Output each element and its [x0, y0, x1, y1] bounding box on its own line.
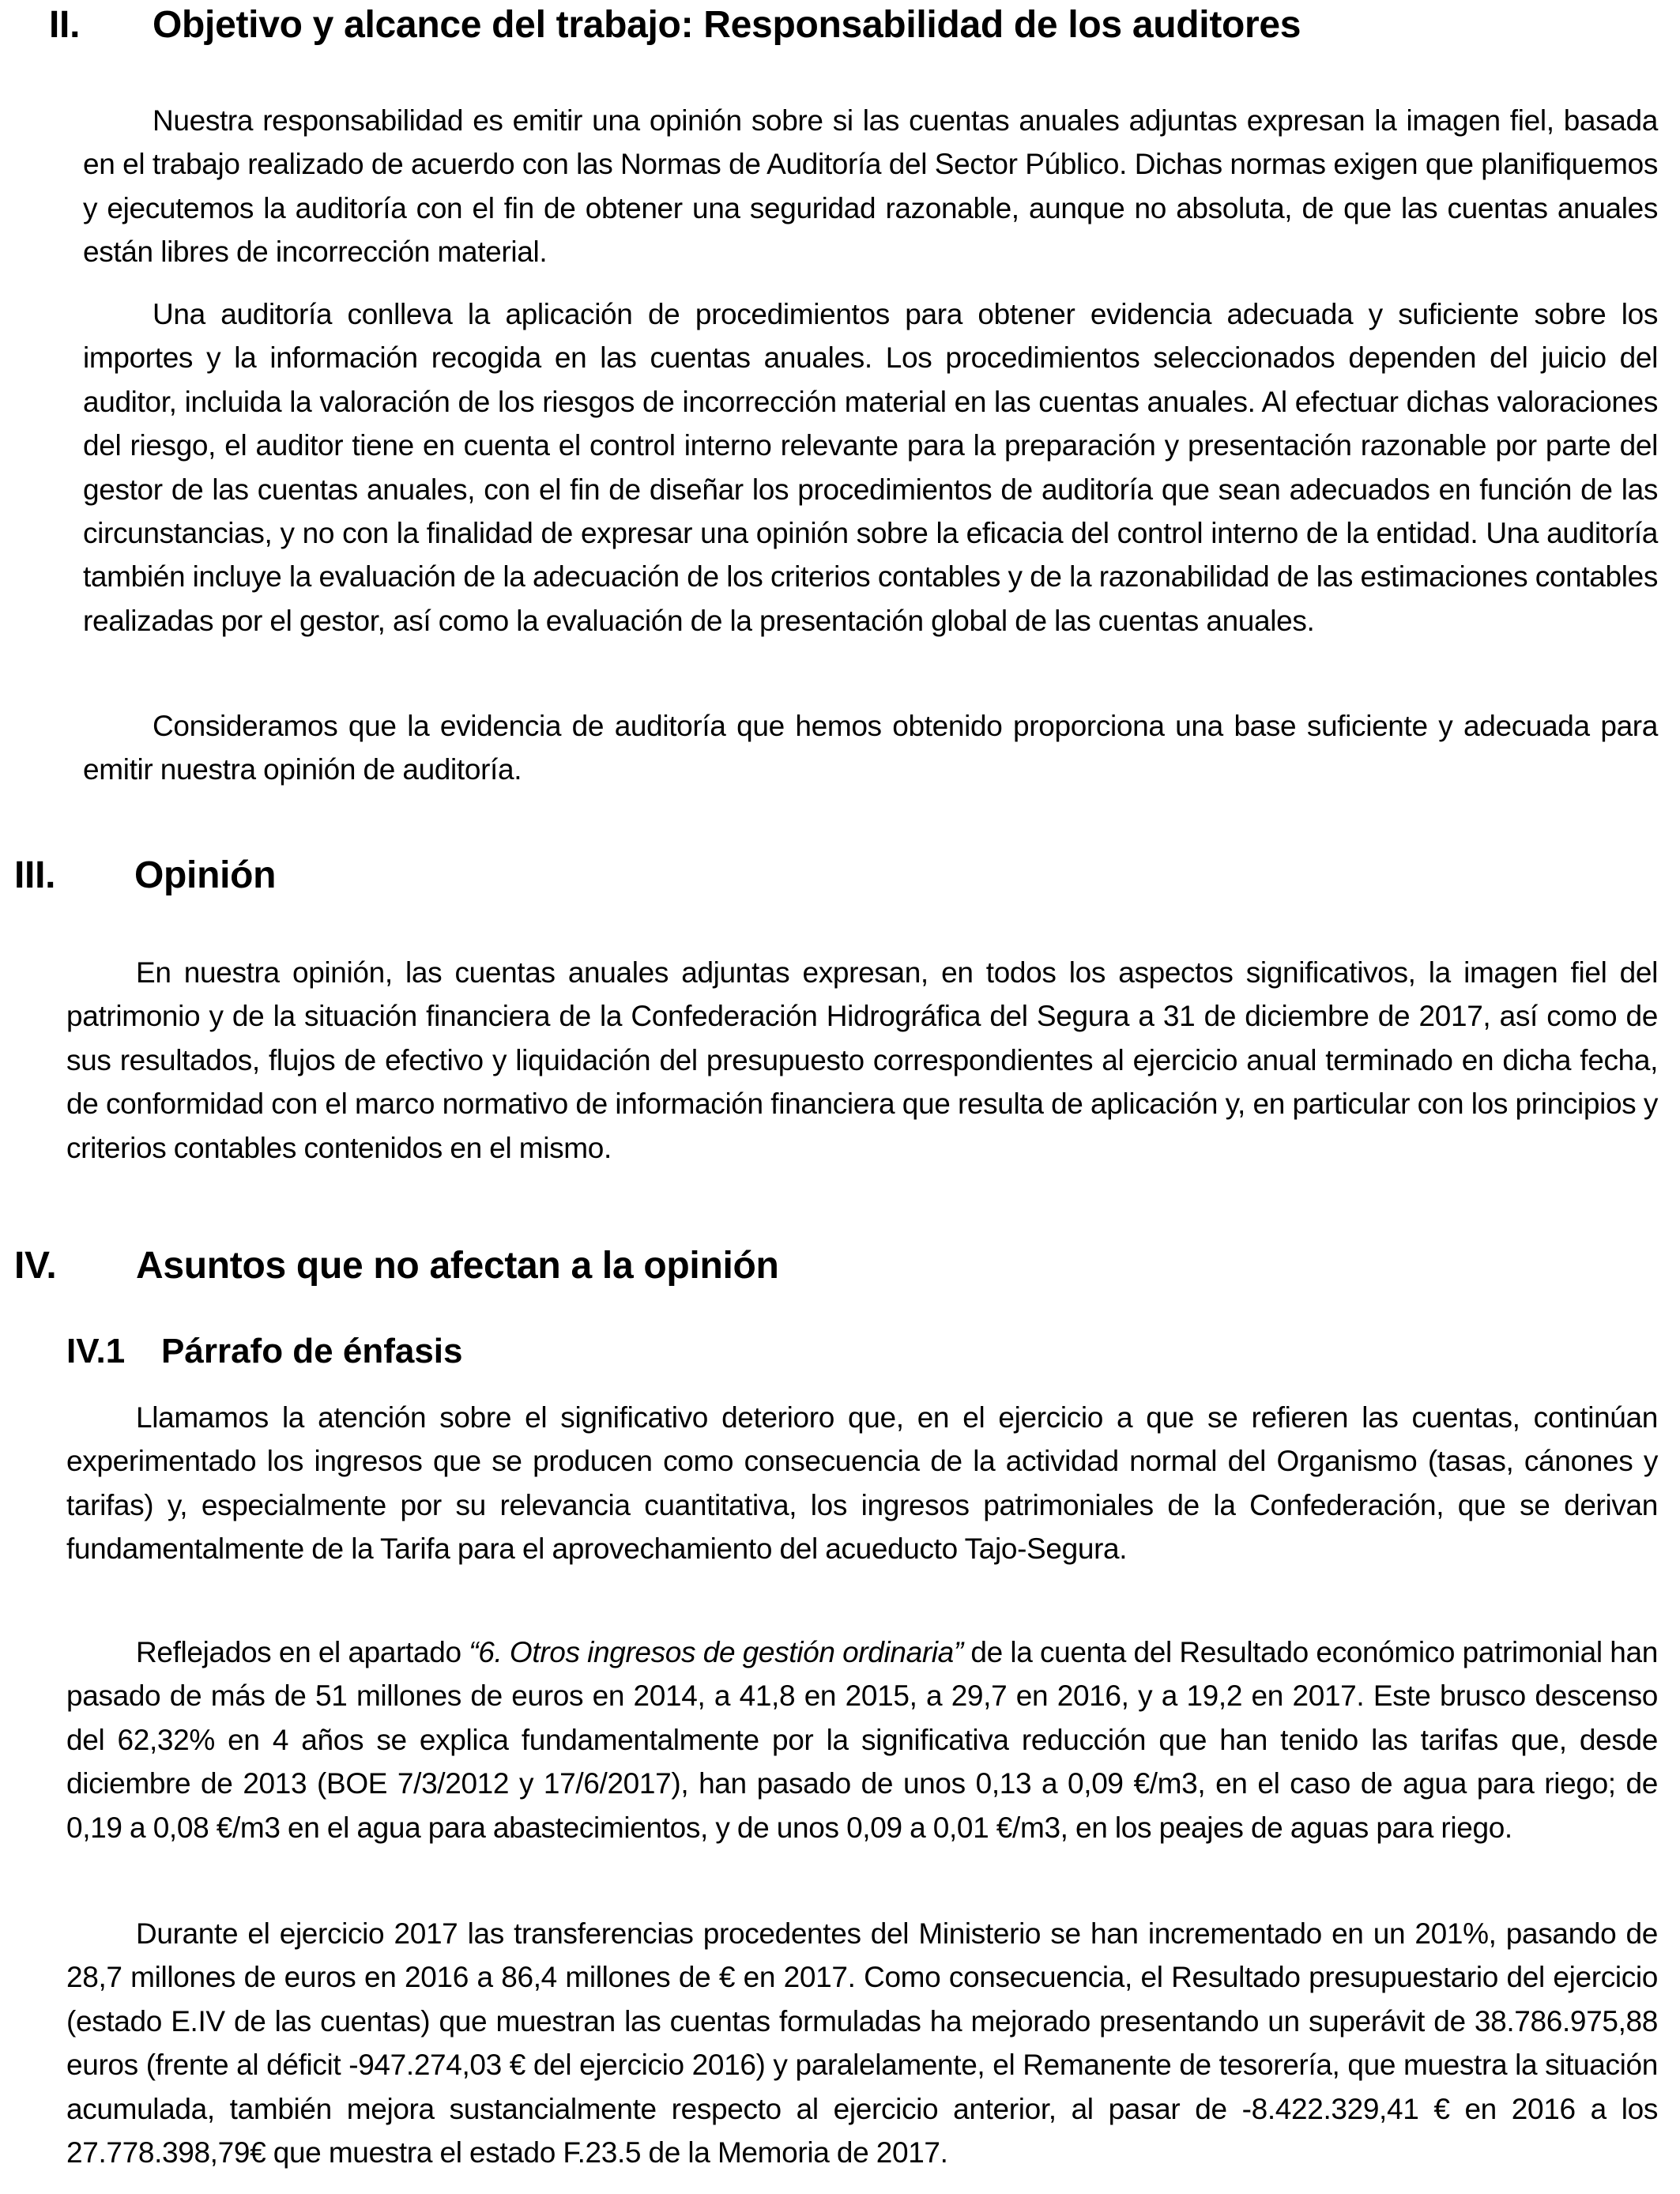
section-number: IV. [14, 1245, 57, 1287]
paragraph: Consideramos que la evidencia de auditoría que hemos obtenido proporciona una base suficiente y adecuada para emitir nuestra opinión de auditoría. [83, 710, 1658, 786]
section-number: III. [14, 854, 56, 896]
paragraph-emphasis-2 [66, 1630, 1658, 1849]
paragraph-rest: de la cuenta del Resultado económico patrimonial han pasado de más de 51 millones de euros en 2014, a 41,8 en 2015, a 29,7 en 2016, y a 19,2 en 2017. Este brusco descenso del 62,32% en 4 años se explica fundamentalmente por la significativa reducción que han tenido las tarifas que, desde diciembre de 2013 (BOE 7/3/2012 y 17/6/2017), han pasado de unos 0,13 a 0,09 €/m3, en el caso de agua para riego; de 0,19 a 0,08 €/m3 en el agua para abastecimientos, y de unos 0,09 a 0,01 €/m3, en los peajes de aguas para riego. [66, 1636, 1658, 1844]
paragraph-lead: Reflejados en el apartado [136, 1636, 469, 1668]
paragraph: Nuestra responsabilidad es emitir una opinión sobre si las cuentas anuales adjuntas expresan la imagen fiel, basada en el trabajo realizado de acuerdo con las Normas de Auditoría del Sector Público. Dichas normas exigen que planifiquemos y ejecutemos la auditoría con el fin de obtener una seguridad razonable, aunque no absoluta, de que las cuentas anuales están libres de incorrección material. [83, 104, 1658, 269]
section-heading-ii [0, 2, 1680, 49]
paragraph: Llamamos la atención sobre el significativo deterioro que, en el ejercicio a que se refieren las cuentas, continúan experimentado los ingresos que se producen como consecuencia de la actividad normal del Organismo (tasas, cánones y tarifas) y, especialmente por su relevancia cuantitativa, los ingresos patrimoniales de la Confederación, que se derivan fundamentalmente de la Tarifa para el aprovechamiento del acueducto Tajo-Segura. [66, 1401, 1658, 1566]
section-title: Objetivo y alcance del trabajo: Responsabilidad de los auditores [153, 4, 1301, 46]
section-heading-iii [0, 852, 1680, 899]
quoted-section-name: “6. Otros ingresos de gestión ordinaria” [469, 1636, 963, 1668]
paragraph: En nuestra opinión, las cuentas anuales adjuntas expresan, en todos los aspectos significativos, la imagen fiel del patrimonio y de la situación financiera de la Confederación Hidrográfica del Segura a 31 de diciembre de 2017, así como de sus resultados, flujos de efectivo y liquidación del presupuesto correspondientes al ejercicio anual terminado en dicha fecha, de conformidad con el marco normativo de información financiera que resulta de aplicación y, en particular con los principios y criterios contables contenidos en el mismo. [66, 956, 1658, 1164]
subsection-number: IV.1 [66, 1332, 126, 1370]
section-title: Asuntos que no afectan a la opinión [136, 1245, 779, 1287]
section-number: II. [49, 4, 81, 46]
section-heading-iv [0, 1242, 1680, 1290]
subsection-heading-iv-1 [0, 1329, 1680, 1374]
section-title: Opinión [134, 854, 277, 896]
paragraph: Una auditoría conlleva la aplicación de procedimientos para obtener evidencia adecuada y suficiente sobre los importes y la información recogida en las cuentas anuales. Los procedimientos seleccionados dependen del juicio del auditor, incluida la valoración de los riesgos de incorrección material en las cuentas anuales. Al efectuar dichas valoraciones del riesgo, el auditor tiene en cuenta el control interno relevante para la preparación y presentación razonable por parte del gestor de las cuentas anuales, con el fin de diseñar los procedimientos de auditoría que sean adecuados en función de las circunstancias, y no con la finalidad de expresar una opinión sobre la eficacia del control interno de la entidad. Una auditoría también incluye la evaluación de la adecuación de los criterios contables y de la razonabilidad de las estimaciones contables realizadas por el gestor, así como la evaluación de la presentación global de las cuentas anuales. [83, 298, 1658, 637]
paragraph: Durante el ejercicio 2017 las transferencias procedentes del Ministerio se han incrementado en un 201%, pasando de 28,7 millones de euros en 2016 a 86,4 millones de € en 2017. Como consecuencia, el Resultado presupuestario del ejercicio (estado E.IV de las cuentas) que muestran las cuentas formuladas ha mejorado presentando un superávit de 38.786.975,88 euros (frente al déficit -947.274,03 € del ejercicio 2016) y paralelamente, el Remanente de tesorería, que muestra la situación acumulada, también mejora sustancialmente respecto al ejercicio anterior, al pasar de -8.422.329,41 € en 2016 a los 27.778.398,79€ que muestra el estado F.23.5 de la Memoria de 2017. [66, 1917, 1658, 2169]
subsection-title: Párrafo de énfasis [161, 1332, 463, 1370]
